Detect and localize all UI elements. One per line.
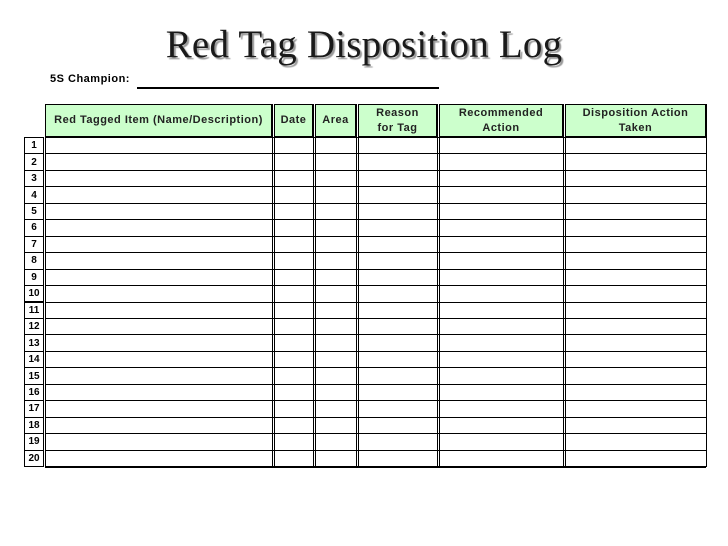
- table-cell[interactable]: [440, 237, 563, 252]
- table-cell[interactable]: [275, 434, 313, 449]
- table-cell[interactable]: [566, 368, 706, 383]
- table-cell[interactable]: [566, 270, 706, 285]
- row-number: 7: [24, 236, 44, 253]
- row-number: 4: [24, 186, 44, 203]
- table-cell[interactable]: [359, 418, 437, 433]
- row-number: 16: [24, 384, 44, 401]
- table-cell[interactable]: [46, 237, 272, 252]
- table-cell[interactable]: [440, 418, 563, 433]
- table-cell[interactable]: [46, 220, 272, 235]
- table-cell[interactable]: [316, 138, 356, 153]
- row-number: 10: [24, 285, 44, 302]
- table-cell[interactable]: [566, 253, 706, 268]
- column-divider: [706, 104, 707, 467]
- column-label: Date: [280, 114, 307, 126]
- table-cell[interactable]: [566, 220, 706, 235]
- table-cell[interactable]: [46, 204, 272, 219]
- row-number: 9: [24, 269, 44, 286]
- table-cell[interactable]: [359, 434, 437, 449]
- table-cell[interactable]: [275, 335, 313, 350]
- table-cell[interactable]: [46, 303, 272, 318]
- table-cell[interactable]: [46, 368, 272, 383]
- table-cell[interactable]: [46, 319, 272, 334]
- table-cell[interactable]: [440, 204, 563, 219]
- table-cell[interactable]: [566, 187, 706, 202]
- col-recommended-header: [439, 104, 563, 137]
- table-cell[interactable]: [566, 204, 706, 219]
- table-cell[interactable]: [316, 154, 356, 169]
- table-cell[interactable]: [275, 138, 313, 153]
- row-number: 11: [24, 302, 44, 319]
- row-number: 15: [24, 367, 44, 384]
- col-area-header: [315, 104, 356, 137]
- table-cell[interactable]: [275, 352, 313, 367]
- table-cell[interactable]: [359, 352, 437, 367]
- table-cell[interactable]: [46, 335, 272, 350]
- table-cell[interactable]: [566, 418, 706, 433]
- table-cell[interactable]: [440, 220, 563, 235]
- table-cell[interactable]: [359, 368, 437, 383]
- page-title: Red Tag Disposition Log: [165, 23, 563, 66]
- table-cell[interactable]: [316, 418, 356, 433]
- table-cell[interactable]: [359, 270, 437, 285]
- row-number: 14: [24, 351, 44, 368]
- table-cell[interactable]: [440, 171, 563, 186]
- table-cell[interactable]: [275, 237, 313, 252]
- column-divider: [437, 104, 438, 467]
- table-cell[interactable]: [440, 270, 563, 285]
- column-label: Area: [322, 114, 349, 126]
- table-cell[interactable]: [46, 401, 272, 416]
- column-label: Disposition Action Taken: [582, 106, 689, 134]
- table-cell[interactable]: [359, 401, 437, 416]
- table-cell[interactable]: [359, 138, 437, 153]
- row-number: 6: [24, 219, 44, 236]
- table-cell[interactable]: [275, 368, 313, 383]
- row-number: 20: [24, 450, 44, 467]
- row-number: 12: [24, 318, 44, 335]
- row-divider: [45, 466, 706, 468]
- column-divider: [563, 104, 564, 467]
- table-cell[interactable]: [440, 138, 563, 153]
- table-cell[interactable]: [359, 385, 437, 400]
- table-cell[interactable]: [275, 253, 313, 268]
- table-cell[interactable]: [566, 171, 706, 186]
- champion-label: 5S Champion:: [50, 73, 130, 85]
- table-cell[interactable]: [359, 286, 437, 301]
- table-cell[interactable]: [566, 303, 706, 318]
- table-cell[interactable]: [46, 352, 272, 367]
- table-cell[interactable]: [359, 220, 437, 235]
- table-cell[interactable]: [566, 286, 706, 301]
- table-cell[interactable]: [275, 154, 313, 169]
- table-cell[interactable]: [566, 401, 706, 416]
- table-cell[interactable]: [566, 335, 706, 350]
- table-cell[interactable]: [316, 385, 356, 400]
- table-cell[interactable]: [440, 401, 563, 416]
- table-cell[interactable]: [316, 352, 356, 367]
- table-cell[interactable]: [316, 335, 356, 350]
- table-cell[interactable]: [46, 385, 272, 400]
- table-cell[interactable]: [566, 138, 706, 153]
- table-cell[interactable]: [440, 303, 563, 318]
- table-cell[interactable]: [359, 451, 437, 466]
- table-cell[interactable]: [275, 451, 313, 466]
- table-cell[interactable]: [359, 319, 437, 334]
- table-cell[interactable]: [440, 434, 563, 449]
- table-cell[interactable]: [316, 204, 356, 219]
- table-cell[interactable]: [316, 187, 356, 202]
- column-label: Red Tagged Item (Name/Description): [54, 114, 263, 126]
- row-number: 5: [24, 203, 44, 220]
- table-cell[interactable]: [46, 270, 272, 285]
- table-cell[interactable]: [566, 434, 706, 449]
- row-number: 13: [24, 334, 44, 351]
- table-cell[interactable]: [359, 187, 437, 202]
- table-cell[interactable]: [316, 270, 356, 285]
- table-cell[interactable]: [440, 253, 563, 268]
- table-cell[interactable]: [359, 154, 437, 169]
- table-cell[interactable]: [46, 154, 272, 169]
- col-disposition-header: [565, 104, 706, 137]
- table-cell[interactable]: [46, 418, 272, 433]
- table-cell[interactable]: [46, 187, 272, 202]
- table-cell[interactable]: [275, 187, 313, 202]
- table-cell[interactable]: [316, 434, 356, 449]
- table-cell[interactable]: [316, 253, 356, 268]
- table-cell[interactable]: [440, 368, 563, 383]
- table-cell[interactable]: [566, 352, 706, 367]
- row-number: 18: [24, 417, 44, 434]
- table-cell[interactable]: [359, 253, 437, 268]
- table-cell[interactable]: [275, 286, 313, 301]
- table-cell[interactable]: [359, 335, 437, 350]
- table-cell[interactable]: [316, 220, 356, 235]
- table-cell[interactable]: [46, 253, 272, 268]
- table-cell[interactable]: [46, 138, 272, 153]
- row-number: 8: [24, 252, 44, 269]
- champion-signature-line[interactable]: [137, 87, 439, 89]
- table-cell[interactable]: [46, 451, 272, 466]
- table-cell[interactable]: [440, 187, 563, 202]
- column-label: Reason for Tag: [376, 106, 419, 134]
- table-cell[interactable]: [440, 451, 563, 466]
- column-divider: [356, 104, 357, 467]
- table-cell[interactable]: [316, 368, 356, 383]
- row-number: 2: [24, 153, 44, 170]
- row-number: 17: [24, 400, 44, 417]
- table-cell[interactable]: [46, 286, 272, 301]
- column-label: Recommended Action: [458, 106, 544, 134]
- col-item-header: [45, 104, 272, 137]
- table-cell[interactable]: [359, 204, 437, 219]
- row-number: 1: [24, 137, 44, 154]
- table-cell[interactable]: [46, 171, 272, 186]
- table-cell[interactable]: [359, 237, 437, 252]
- row-number: 3: [24, 170, 44, 187]
- row-number: 19: [24, 433, 44, 450]
- table-cell[interactable]: [275, 303, 313, 318]
- table-cell[interactable]: [440, 352, 563, 367]
- table-cell[interactable]: [316, 401, 356, 416]
- table-cell[interactable]: [275, 270, 313, 285]
- table-cell[interactable]: [275, 220, 313, 235]
- table-cell[interactable]: [440, 385, 563, 400]
- table-cell[interactable]: [566, 154, 706, 169]
- table-cell[interactable]: [566, 319, 706, 334]
- table-cell[interactable]: [316, 303, 356, 318]
- table-cell[interactable]: [275, 418, 313, 433]
- table-cell[interactable]: [440, 154, 563, 169]
- column-divider: [272, 104, 273, 467]
- table-cell[interactable]: [566, 237, 706, 252]
- column-divider: [313, 104, 314, 467]
- col-reason-header: [358, 104, 437, 137]
- table-cell[interactable]: [275, 171, 313, 186]
- table-cell[interactable]: [566, 451, 706, 466]
- table-cell[interactable]: [316, 286, 356, 301]
- table-cell[interactable]: [440, 335, 563, 350]
- table-cell[interactable]: [316, 171, 356, 186]
- table-cell[interactable]: [440, 286, 563, 301]
- table-cell[interactable]: [275, 204, 313, 219]
- table-cell[interactable]: [359, 303, 437, 318]
- table-cell[interactable]: [359, 171, 437, 186]
- table-cell[interactable]: [275, 319, 313, 334]
- table-cell[interactable]: [566, 385, 706, 400]
- table-cell[interactable]: [275, 385, 313, 400]
- col-date-header: [274, 104, 313, 137]
- table-cell[interactable]: [46, 434, 272, 449]
- table-cell[interactable]: [316, 451, 356, 466]
- table-cell[interactable]: [440, 319, 563, 334]
- table-cell[interactable]: [275, 401, 313, 416]
- table-cell[interactable]: [316, 237, 356, 252]
- table-cell[interactable]: [316, 319, 356, 334]
